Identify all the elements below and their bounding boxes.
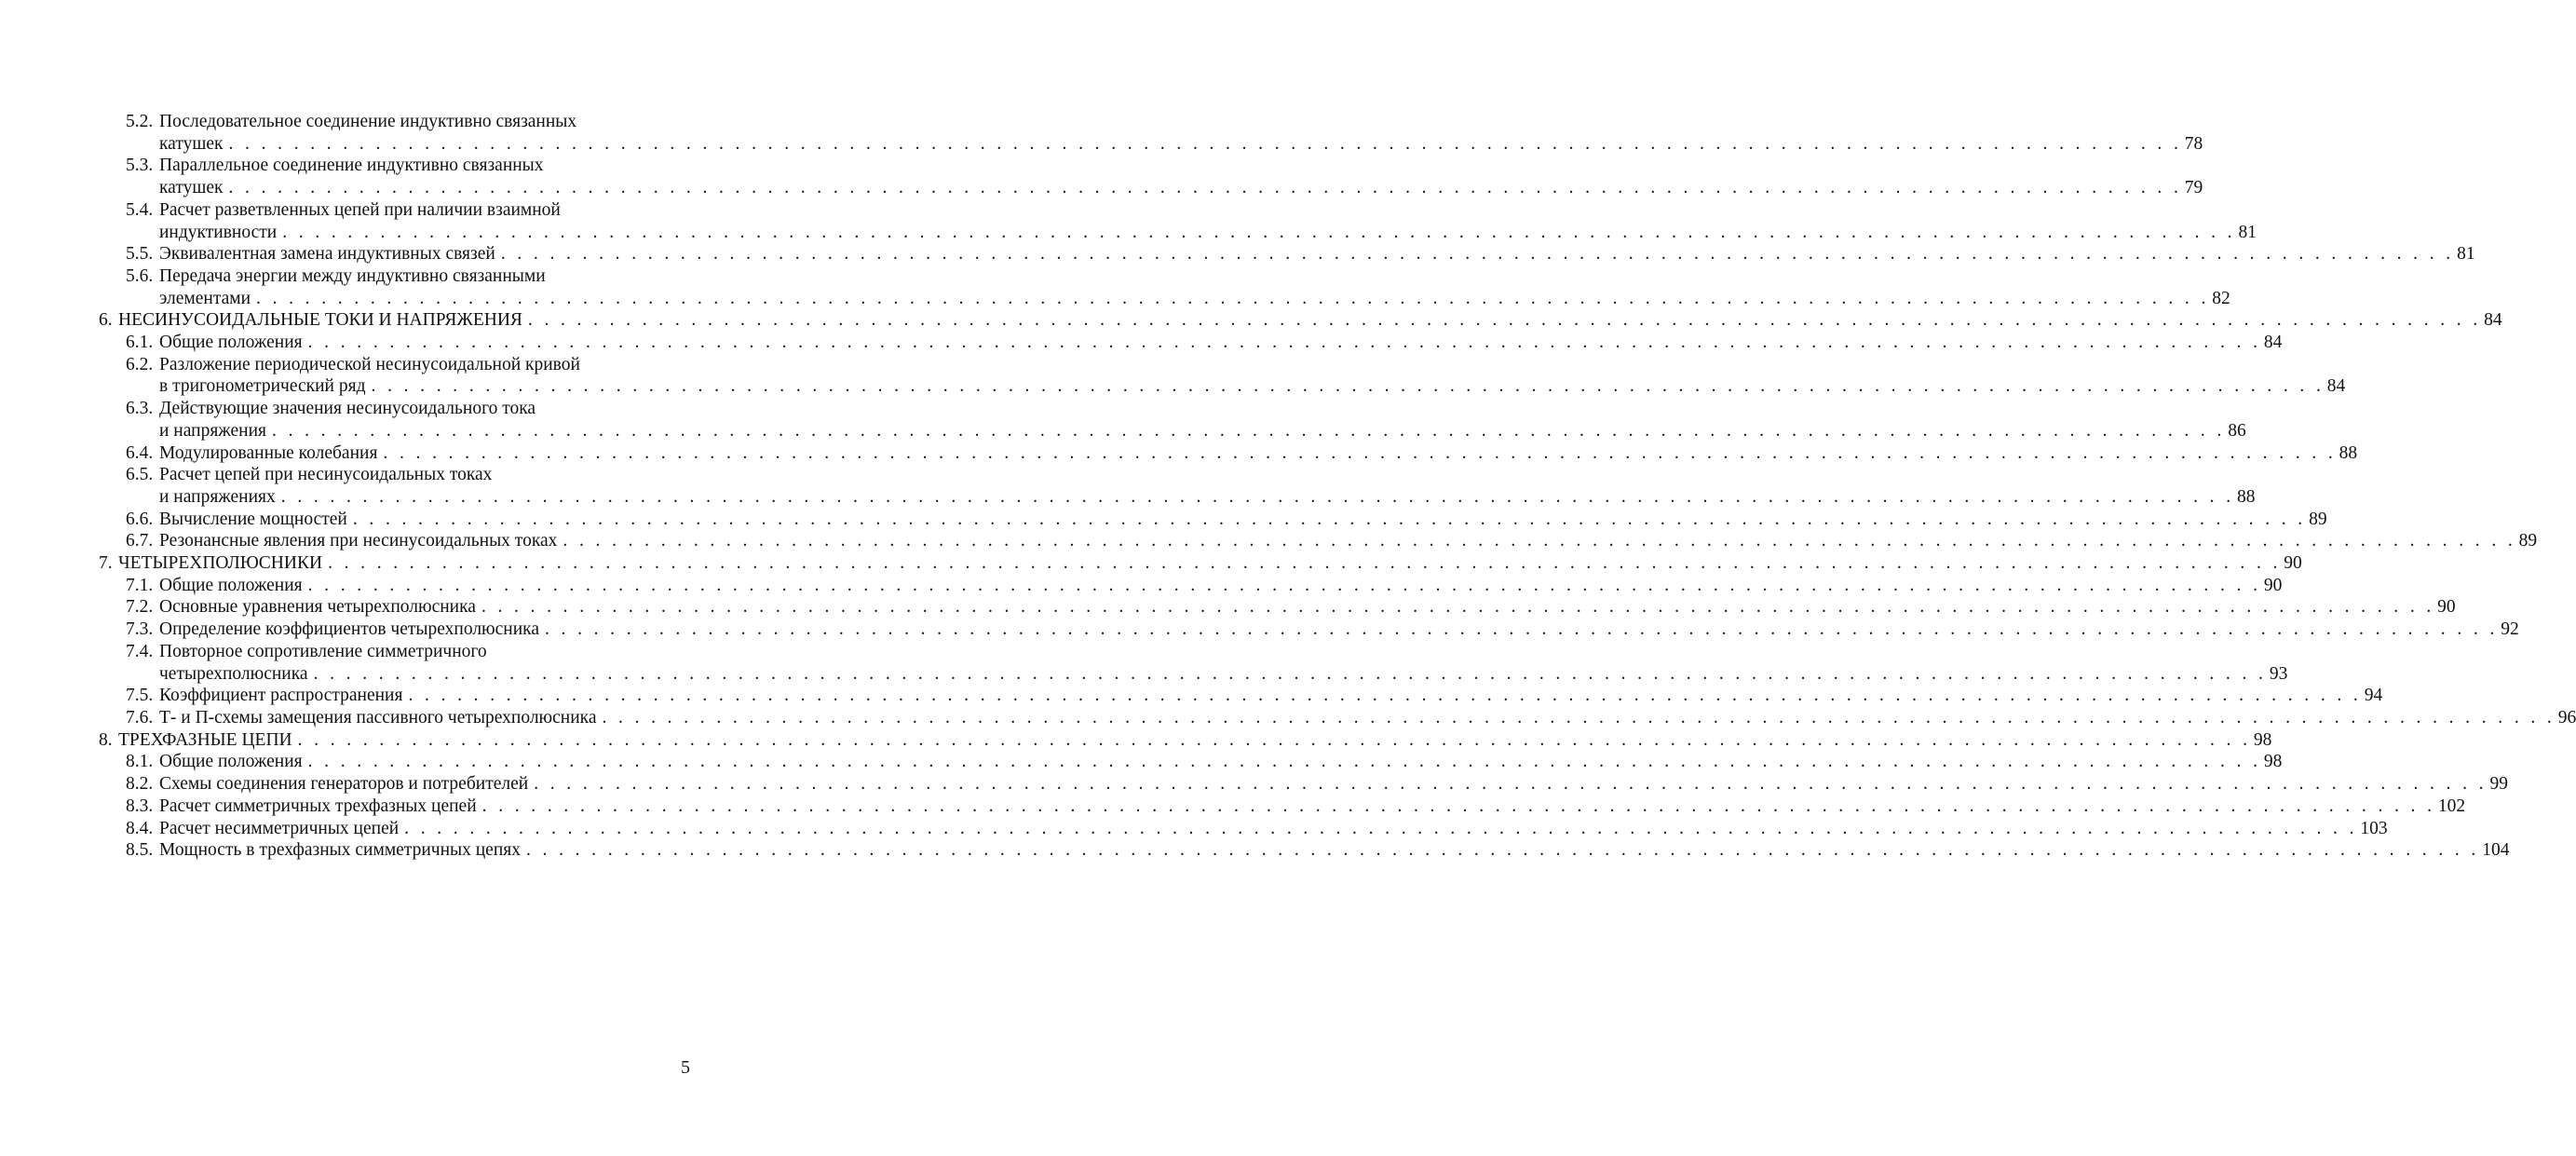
toc-page: 90 (2284, 553, 2302, 574)
toc-section (99, 751, 2283, 773)
toc-number: 6.1. (126, 333, 154, 353)
toc-section (99, 398, 2246, 442)
toc-title: в тригонометрический ряд (159, 376, 366, 397)
toc-number: 6.6. (126, 509, 154, 529)
toc-page: 94 (2364, 686, 2383, 706)
toc-leader-dots: . . . . . . . . . . . . . . . . . . . . . . . . . . . . . . . . . . . . . . . . . . . . . . . . . . . . . . . . . . . . . . . . . . . . . . . . . . . . . . . . . . . . . . . . . . . . . . . . . . . . . . . . . . . . . . . . . . . . . . . . (307, 575, 2261, 595)
toc-title: катушек (159, 133, 224, 154)
toc-section (99, 354, 2346, 398)
toc-page: 98 (2253, 729, 2272, 750)
toc-leader-dots: . . . . . . . . . . . . . . . . . . . . . . . . . . . . . . . . . . . . . . . . . . . . . . . . . . . . . . . . . . . . . . . . . . . . . . . . . . . . . . . . . . . . . . . . . . . . . . . . . . . . . . . . . . . . . . . . . . . . . . . . (272, 420, 2226, 441)
toc-title: ТРЕХФАЗНЫЕ ЦЕПИ (118, 729, 292, 750)
toc-leader-dots: . . . . . . . . . . . . . . . . . . . . . . . . . . . . . . . . . . . . . . . . . . . . . . . . . . . . . . . . . . . . . . . . . . . . . . . . . . . . . . . . . . . . . . . . . . . . . . . . . . . . . . . . . . . . . . . . . . . . . . . . (307, 333, 2261, 353)
toc-title: Т- и П-схемы замещения пассивного четырехполюсника (159, 707, 597, 728)
toc-leader-dots: . . . . . . . . . . . . . . . . . . . . . . . . . . . . . . . . . . . . . . . . . . . . . . . . . . . . . . . . . . . . . . . . . . . . . . . . . . . . . . . . . . . . . . . . . . . . . . . . . . . . . . . . . . . . . . . . . . . . . . . . (481, 796, 2435, 816)
toc-leader-dots: . . . . . . . . . . . . . . . . . . . . . . . . . . . . . . . . . . . . . . . . . . . . . . . . . . . . . . . . . . . . . . . . . . . . . . . . . . . . . . . . . . . . . . . . . . . . . . . . . . . . . . . . . . . . . . . . . . . . . . . . (481, 597, 2435, 618)
toc-leader-dots: . . . . . . . . . . . . . . . . . . . . . . . . . . . . . . . . . . . . . . . . . . . . . . . . . . . . . . . . . . . . . . . . . . . . . . . . . . . . . . . . . . . . . . . . . . . . . . . . . . . . . . . . . . . . . . . . . . . . . . . . (544, 619, 2499, 640)
toc-title: Расчет несимметричных цепей (159, 818, 400, 838)
toc-title: Модулированные колебания (159, 442, 378, 463)
toc-page: 104 (2482, 840, 2510, 861)
toc-chapter (99, 309, 2502, 332)
toc-line (99, 442, 2358, 465)
toc-title: ЧЕТЫРЕХПОЛЮСНИКИ (118, 553, 323, 574)
toc-title: Расчет симметричных трехфазных цепей (159, 796, 477, 816)
toc-leader-dots: . . . . . . . . . . . . . . . . . . . . . . . . . . . . . . . . . . . . . . . . . . . . . . . . . . . . . . . . . . . . . . . . . . . . . . . . . . . . . . . . . . . . . . . . . . . . . . . . . . . . . . . . . . . . . . . . . . . . . . . . (602, 707, 2556, 728)
toc-page: 103 (2360, 818, 2388, 838)
toc-number: 5.6. (126, 265, 154, 286)
toc-line (99, 729, 2272, 752)
toc-line (99, 530, 2538, 552)
toc-number: 5.5. (126, 244, 154, 265)
toc-leader-dots: . . . . . . . . . . . . . . . . . . . . . . . . . . . . . . . . . . . . . . . . . . . . . . . . . . . . . . . . . . . . . . . . . . . . . . . . . . . . . . . . . . . . . . . . . . . . . . . . . . . . . . . . . . . . . . . . . . . . . . . . (525, 840, 2480, 861)
toc-line (99, 818, 2388, 840)
toc-section (99, 596, 2456, 619)
toc-number: 8.4. (126, 818, 154, 838)
toc-title: катушек (159, 178, 224, 198)
toc-leader-dots: . . . . . . . . . . . . . . . . . . . . . . . . . . . . . . . . . . . . . . . . . . . . . . . . . . . . . . . . . . . . . . . . . . . . . . . . . . . . . . . . . . . . . . . . . . . . . . . . . . . . . . . . . . . . . . . . . . . . . . . . (352, 509, 2307, 529)
toc-line (99, 133, 2203, 156)
toc-page: 88 (2339, 442, 2358, 463)
toc-line (99, 663, 2288, 686)
toc-leader-dots: . . . . . . . . . . . . . . . . . . . . . . . . . . . . . . . . . . . . . . . . . . . . . . . . . . . . . . . . . . . . . . . . . . . . . . . . . . . . . . . . . . . . . . . . . . . . . . . . . . . . . . . . . . . . . . . . . . . . . . . . (371, 376, 2325, 397)
toc-title: четырехполюсника (159, 663, 308, 684)
toc-number: 6.2. (126, 354, 154, 374)
toc-page: 98 (2263, 752, 2283, 772)
toc-number: 6.4. (126, 442, 154, 463)
toc-section (99, 818, 2388, 840)
toc-line (99, 596, 2456, 619)
toc-page: 93 (2269, 663, 2288, 684)
toc-line (99, 265, 691, 288)
toc-page: 92 (2501, 619, 2519, 640)
toc-title: Передача энергии между индуктивно связанными (159, 265, 546, 286)
toc-line (99, 839, 2510, 862)
toc-section (99, 707, 2576, 729)
toc-line (99, 619, 2519, 641)
toc-title: Общие положения (159, 752, 303, 772)
toc-leader-dots: . . . . . . . . . . . . . . . . . . . . . . . . . . . . . . . . . . . . . . . . . . . . . . . . . . . . . . . . . . . . . . . . . . . . . . . . . . . . . . . . . . . . . . . . . . . . . . . . . . . . . . . . . . . . . . . . . . . . . . . . (500, 244, 2455, 265)
toc-title: Последовательное соединение индуктивно связанных (159, 112, 577, 131)
toc-leader-dots: . . . . . . . . . . . . . . . . . . . . . . . . . . . . . . . . . . . . . . . . . . . . . . . . . . . . . . . . . . . . . . . . . . . . . . . . . . . . . . . . . . . . . . . . . . . . . . . . . . . . . . . . . . . . . . . . . . . . . . . . (534, 774, 2488, 795)
toc-leader-dots: . . . . . . . . . . . . . . . . . . . . . . . . . . . . . . . . . . . . . . . . . . . . . . . . . . . . . . . . . . . . . . . . . . . . . . . . . . . . . . . . . . . . . . . . . . . . . . . . . . . . . . . . . . . . . . . . . . . . . . . . (408, 686, 2362, 706)
toc-leader-dots: . . . . . . . . . . . . . . . . . . . . . . . . . . . . . . . . . . . . . . . . . . . . . . . . . . . . . . . . . . . . . . . . . . . . . . . . . . . . . . . . . . . . . . . . . . . . . . . . . . . . . . . . . . . . . . . . . . . . . . . . (404, 818, 2358, 838)
toc-title: Повторное сопротивление симметричного (159, 641, 487, 661)
toc-title: Расчет цепей при несинусоидальных токах (159, 465, 493, 485)
toc-section (99, 575, 2283, 597)
toc-number: 5.3. (126, 156, 154, 176)
toc-number: 7.4. (126, 641, 154, 661)
toc-section (99, 619, 2519, 641)
toc-section (99, 243, 2475, 265)
toc-number: 6. (99, 310, 113, 331)
toc-title: и напряжениях (159, 486, 276, 507)
toc-line (99, 222, 2257, 244)
toc-title: индуктивности (159, 222, 278, 242)
toc-title: Разложение периодической несинусоидальной кривой (159, 354, 580, 374)
toc-line (99, 332, 2283, 354)
toc-section (99, 464, 2256, 508)
toc-line (99, 464, 691, 486)
toc-number: 7.6. (126, 707, 154, 728)
toc-title: Вычисление мощностей (159, 509, 347, 529)
toc-page: 81 (2238, 222, 2257, 242)
toc-number: 5.2. (126, 112, 154, 131)
toc-leader-dots: . . . . . . . . . . . . . . . . . . . . . . . . . . . . . . . . . . . . . . . . . . . . . . . . . . . . . . . . . . . . . . . . . . . . . . . . . . . . . . . . . . . . . . . . . . . . . . . . . . . . . . . . . . . . . . . . . . . . . . . . (383, 442, 2337, 463)
toc-line (99, 111, 691, 133)
toc-number: 7.5. (126, 686, 154, 706)
toc-leader-dots: . . . . . . . . . . . . . . . . . . . . . . . . . . . . . . . . . . . . . . . . . . . . . . . . . . . . . . . . . . . . . . . . . . . . . . . . . . . . . . . . . . . . . . . . . . . . . . . . . . . . . . . . . . . . . . . . . . . . . . . . (328, 553, 2282, 574)
toc-leader-dots: . . . . . . . . . . . . . . . . . . . . . . . . . . . . . . . . . . . . . . . . . . . . . . . . . . . . . . . . . . . . . . . . . . . . . . . . . . . . . . . . . . . . . . . . . . . . . . . . . . . . . . . . . . . . . . . . . . . . . . . . (527, 310, 2482, 331)
toc-section (99, 111, 2203, 155)
toc-number: 6.5. (126, 465, 154, 485)
toc-leader-dots: . . . . . . . . . . . . . . . . . . . . . . . . . . . . . . . . . . . . . . . . . . . . . . . . . . . . . . . . . . . . . . . . . . . . . . . . . . . . . . . . . . . . . . . . . . . . . . . . . . . . . . . . . . . . . . . . . . . . . . . . (228, 178, 2182, 198)
toc-line (99, 288, 2230, 310)
toc-line (99, 398, 691, 420)
toc-number: 6.3. (126, 399, 154, 419)
toc-leader-dots: . . . . . . . . . . . . . . . . . . . . . . . . . . . . . . . . . . . . . . . . . . . . . . . . . . . . . . . . . . . . . . . . . . . . . . . . . . . . . . . . . . . . . . . . . . . . . . . . . . . . . . . . . . . . . . . . . . . . . . . . (307, 752, 2261, 772)
toc-number: 7.2. (126, 597, 154, 618)
toc-section (99, 155, 2203, 198)
toc-title: Основные уравнения четырехполюсника (159, 597, 476, 618)
toc-section (99, 685, 2383, 707)
toc-line (99, 420, 2246, 442)
toc-title: Параллельное соединение индуктивно связанных (159, 156, 544, 176)
toc-title: элементами (159, 288, 251, 308)
toc-page: 79 (2184, 178, 2203, 198)
toc-line (99, 354, 691, 376)
toc-line (99, 243, 2475, 265)
toc-number: 8.2. (126, 774, 154, 795)
toc-line (99, 751, 2283, 773)
toc-page: 96 (2557, 707, 2576, 728)
toc-title: Мощность в трехфазных симметричных цепях (159, 840, 521, 861)
toc-section (99, 839, 2510, 862)
toc-page: 84 (2263, 333, 2283, 353)
toc-number: 8.1. (126, 752, 154, 772)
toc-line (99, 641, 691, 663)
toc-page: 90 (2263, 575, 2283, 595)
toc-line (99, 309, 2502, 332)
toc-page: 88 (2237, 486, 2256, 507)
toc-line (99, 773, 2508, 796)
toc-line (99, 575, 2283, 597)
toc-title: Эквивалентная замена индуктивных связей (159, 244, 495, 265)
toc-section (99, 641, 2288, 685)
toc-section (99, 332, 2283, 354)
toc-leader-dots: . . . . . . . . . . . . . . . . . . . . . . . . . . . . . . . . . . . . . . . . . . . . . . . . . . . . . . . . . . . . . . . . . . . . . . . . . . . . . . . . . . . . . . . . . . . . . . . . . . . . . . . . . . . . . . . . . . . . . . . . (313, 663, 2267, 684)
toc-number: 6.7. (126, 531, 154, 551)
toc-page: 78 (2184, 133, 2203, 154)
toc-number: 8.5. (126, 840, 154, 861)
toc-section (99, 199, 2257, 243)
toc-leader-dots: . . . . . . . . . . . . . . . . . . . . . . . . . . . . . . . . . . . . . . . . . . . . . . . . . . . . . . . . . . . . . . . . . . . . . . . . . . . . . . . . . . . . . . . . . . . . . . . . . . . . . . . . . . . . . . . . . . . . . . . . (563, 531, 2516, 551)
toc-chapter (99, 552, 2302, 575)
toc-number: 7. (99, 553, 113, 574)
toc-leader-dots: . . . . . . . . . . . . . . . . . . . . . . . . . . . . . . . . . . . . . . . . . . . . . . . . . . . . . . . . . . . . . . . . . . . . . . . . . . . . . . . . . . . . . . . . . . . . . . . . . . . . . . . . . . . . . . . . . . . . . . . . (228, 133, 2182, 154)
toc-leader-dots: . . . . . . . . . . . . . . . . . . . . . . . . . . . . . . . . . . . . . . . . . . . . . . . . . . . . . . . . . . . . . . . . . . . . . . . . . . . . . . . . . . . . . . . . . . . . . . . . . . . . . . . . . . . . . . . . . . . . . . . . (297, 729, 2251, 750)
toc-page: 89 (2309, 509, 2327, 529)
toc-page: 81 (2457, 244, 2475, 265)
toc-page: 102 (2437, 796, 2466, 816)
toc-leader-dots: . . . . . . . . . . . . . . . . . . . . . . . . . . . . . . . . . . . . . . . . . . . . . . . . . . . . . . . . . . . . . . . . . . . . . . . . . . . . . . . . . . . . . . . . . . . . . . . . . . . . . . . . . . . . . . . . . . . . . . . . (256, 288, 2210, 308)
toc-page: 89 (2518, 531, 2538, 551)
toc-chapter (99, 729, 2272, 752)
toc-title: Коэффициент распространения (159, 686, 403, 706)
toc-page: 86 (2228, 420, 2246, 441)
toc-line (99, 375, 2346, 398)
toc-line (99, 486, 2256, 509)
toc-section (99, 773, 2508, 796)
toc-section (99, 442, 2358, 465)
table-of-contents (99, 111, 2576, 862)
toc-section (99, 265, 2230, 309)
toc-number: 5.4. (126, 199, 154, 220)
toc-section (99, 509, 2327, 531)
toc-title: Расчет разветвленных цепей при наличии взаимной (159, 199, 561, 220)
toc-line (99, 707, 2576, 729)
toc-title: Общие положения (159, 575, 303, 595)
toc-line (99, 177, 2203, 199)
toc-line (99, 796, 2466, 818)
toc-number: 8. (99, 729, 113, 750)
toc-section (99, 796, 2466, 818)
toc-line (99, 199, 691, 222)
toc-leader-dots: . . . . . . . . . . . . . . . . . . . . . . . . . . . . . . . . . . . . . . . . . . . . . . . . . . . . . . . . . . . . . . . . . . . . . . . . . . . . . . . . . . . . . . . . . . . . . . . . . . . . . . . . . . . . . . . . . . . . . . . . (282, 222, 2236, 242)
toc-line (99, 685, 2383, 707)
toc-title: Общие положения (159, 333, 303, 353)
toc-line (99, 552, 2302, 575)
toc-number: 7.3. (126, 619, 154, 640)
toc-title: Действующие значения несинусоидального тока (159, 399, 536, 419)
toc-section (99, 530, 2538, 552)
toc-page: 82 (2212, 288, 2230, 308)
toc-line (99, 509, 2327, 531)
toc-leader-dots: . . . . . . . . . . . . . . . . . . . . . . . . . . . . . . . . . . . . . . . . . . . . . . . . . . . . . . . . . . . . . . . . . . . . . . . . . . . . . . . . . . . . . . . . . . . . . . . . . . . . . . . . . . . . . . . . . . . . . . . . (280, 486, 2234, 507)
toc-number: 8.3. (126, 796, 154, 816)
toc-title: Схемы соединения генераторов и потребителей (159, 774, 529, 795)
toc-title: и напряжения (159, 420, 267, 441)
toc-line (99, 155, 691, 177)
toc-page: 84 (2484, 310, 2502, 331)
toc-title: Определение коэффициентов четырехполюсника (159, 619, 539, 640)
toc-number: 7.1. (126, 575, 154, 595)
toc-page: 90 (2437, 597, 2456, 618)
toc-page: 84 (2326, 376, 2346, 397)
page-number: 5 (681, 1057, 690, 1078)
toc-title: Резонансные явления при несинусоидальных токах (159, 531, 558, 551)
toc-title: НЕСИНУСОИДАЛЬНЫЕ ТОКИ И НАПРЯЖЕНИЯ (118, 310, 522, 331)
toc-page: 99 (2489, 774, 2508, 795)
